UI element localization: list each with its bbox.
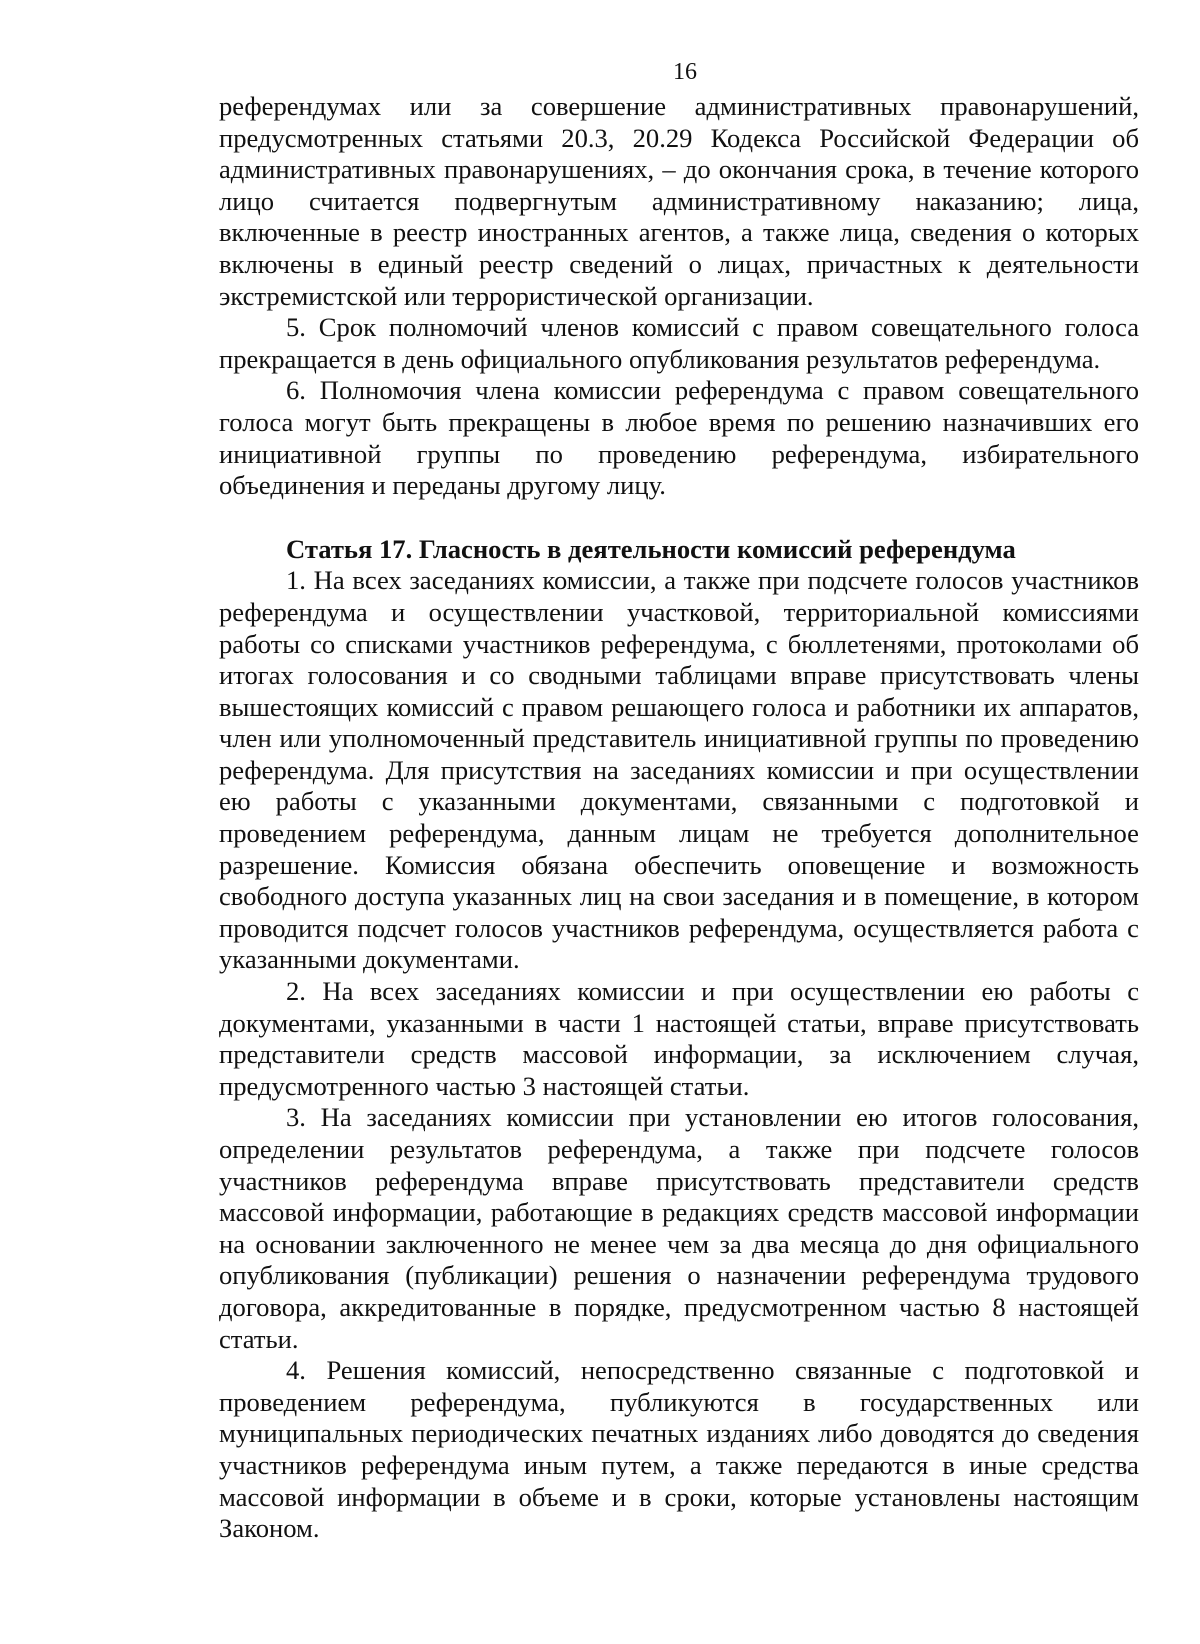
article-heading: Статья 17. Гласность в деятельности комиссий референдума [286,533,1016,564]
article-paragraph-1: 1. На всех заседаниях комиссии, а также при подсчете голосов участников референдума и осуществлении участковой, территориальной комиссиями работы со списками участников референдума, с бюллетенями, протоколами об итогах голосования и со сводными таблицами вправе присутствовать члены вышестоящих комиссий с правом решающего голоса и работники их аппаратов, член или уполномоченный представитель инициативной группы по проведению референдума. Для присутствия на заседаниях комиссии и при осуществлении ею работы с указанными документами, связанными с подготовкой и проведением референдума, данным лицам не требуется дополнительное разрешение. Комиссия обязана обеспечить оповещение и возможность свободного доступа указанных лиц на свои заседания и в помещение, в котором проводится подсчет голосов участников референдума, осуществляется работа с указанными документами. [219,565,1139,975]
paragraph-item-5: 5. Срок полномочий членов комиссий с правом совещательного голоса прекращается в день официального опубликования результатов референдума. [219,312,1139,374]
page-number: 16 [673,59,697,85]
article-paragraph-2: 2. На всех заседаниях комиссии и при осуществлении ею работы с документами, указанными в части 1 настоящей статьи, вправе присутствовать представители средств массовой информации, за исключением случая, предусмотренного частью 3 настоящей статьи. [219,976,1139,1101]
article-paragraph-3: 3. На заседаниях комиссии при установлении ею итогов голосования, определении результатов референдума, а также при подсчете голосов участников референдума вправе присутствовать представители средств массовой информации, работающие в редакциях средств массовой информации на основании заключенного не менее чем за два месяца до дня официального опубликования (публикации) решения о назначении референдума трудового договора, аккредитованные в порядке, предусмотренном частью 8 настоящей статьи. [219,1102,1139,1354]
paragraph-item-6: 6. Полномочия члена комиссии референдума с правом совещательного голоса могут быть прекращены в любое время по решению назначивших его инициативной группы по проведению референдума, избирательного объединения и переданы другому лицу. [219,375,1139,501]
paragraph-continuation: референдумах или за совершение административных правонарушений, предусмотренных статьями 20.3, 20.29 Кодекса Российской Федерации об административных правонарушениях, – до окончания срока, в течение которого лицо считается подвергнутым административному наказанию; лица, включенные в реестр иностранных агентов, а также лица, сведения о которых включены в единый реестр сведений о лицах, причастных к деятельности экстремистской или террористической организации. [219,91,1139,311]
article-paragraph-4: 4. Решения комиссий, непосредственно связанные с подготовкой и проведением референдума, публикуются в государственных или муниципальных периодических печатных изданиях либо доводятся до сведения участников референдума иным путем, а также передаются в иные средства массовой информации в объеме и в сроки, которые установлены настоящим Законом. [219,1355,1139,1544]
document-body [219,91,1139,1545]
